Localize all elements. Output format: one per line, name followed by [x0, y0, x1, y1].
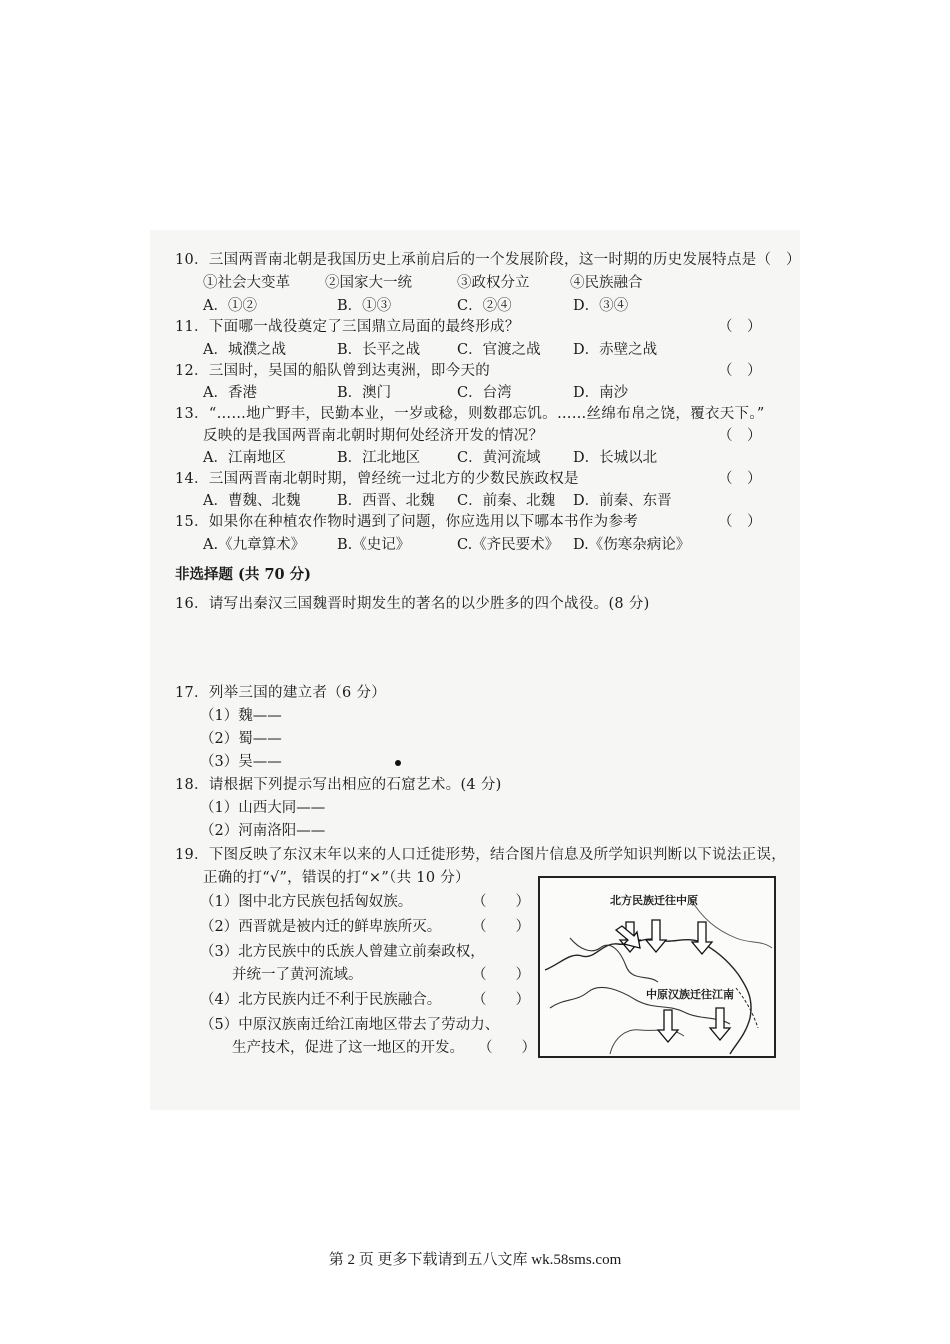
q10-stem: 10．三国两晋南北朝是我国历史上承前启后的一个发展阶段，这一时期的历史发展特点是（ ） [175, 252, 801, 268]
q19-item-3-paren: （ ） [472, 967, 530, 983]
q14-option-a: A．曹魏、北魏 [203, 493, 301, 509]
q19-item-4-paren: （ ） [472, 992, 530, 1008]
section-heading: 非选择题 (共 70 分) [175, 566, 312, 583]
q13-stem-continued: 反映的是我国两晋南北朝时期何处经济开发的情况？ [203, 428, 544, 444]
q19-item-1-paren: （ ） [472, 894, 530, 910]
q14-stem: 14．三国两晋南北朝时期，曾经统一过北方的少数民族政权是 [175, 471, 579, 487]
q18-stem: 18．请根据下列提示写出相应的石窟艺术。(4 分) [175, 777, 502, 793]
q10-item-2: ②国家大一统 [325, 275, 412, 291]
q19-item-5: （5）中原汉族南迁给江南地区带去了劳动力、 [200, 1017, 500, 1033]
q18-item-1: （1）山西大同—— [200, 800, 326, 816]
north-migration-arrows [616, 920, 712, 954]
q14-option-c: C．前秦、北魏 [457, 493, 556, 509]
migration-map [538, 876, 776, 1058]
q17-item-shu: （2）蜀—— [200, 731, 282, 747]
q19-item-2: （2）西晋就是被内迁的鲜卑族所灭。 [200, 919, 442, 935]
q19-item-5-continued: 生产技术，促进了这一地区的开发。 [232, 1040, 464, 1056]
q19-item-3: （3）北方民族中的氐族人曾建立前秦政权， [200, 944, 485, 960]
q15-answer-paren: （ ） [718, 514, 762, 530]
q19-item-4: （4）北方民族内迁不利于民族融合。 [200, 992, 442, 1008]
q19-stem: 19．下图反映了东汉末年以来的人口迁徙形势，结合图片信息及所学知识判断以下说法正误， [175, 847, 787, 863]
q13-option-a: A．江南地区 [203, 450, 286, 466]
q13-option-c: C．黄河流域 [457, 450, 541, 466]
q19-item-1: （1）图中北方民族包括匈奴族。 [200, 894, 413, 910]
q18-item-2: （2）河南洛阳—— [200, 823, 326, 839]
q12-option-b: B．澳门 [337, 385, 392, 401]
q15-option-b: B.《史记》 [337, 537, 411, 553]
q19-stem-continued: 正确的打“√”，错误的打“×”（共 10 分） [203, 870, 470, 886]
q15-stem: 15．如果你在种植农作物时遇到了问题，你应选用以下哪本书作为参考 [175, 514, 639, 530]
q11-answer-paren: （ ） [718, 319, 762, 335]
q12-option-a: A．香港 [203, 385, 257, 401]
map-label-north: 北方民族迁往中原 [610, 894, 698, 907]
q10-option-c: C．②④ [457, 298, 512, 314]
q19-item-3-continued: 并统一了黄河流域。 [232, 967, 363, 983]
q11-option-d: D．赤壁之战 [573, 342, 658, 358]
q12-answer-paren: （ ） [718, 363, 762, 379]
south-migration-arrows [658, 1008, 730, 1042]
q19-item-5-paren: （ ） [478, 1040, 536, 1056]
q12-stem: 12．三国时，吴国的船队曾到达夷洲，即今天的 [175, 363, 491, 379]
q13-stem: 13．“……地广野丰，民勤本业，一岁或稔，则数郡忘饥。……丝绵布帛之饶，覆衣天下。” [175, 406, 765, 422]
q13-answer-paren: （ ） [718, 428, 762, 444]
q10-item-1: ①社会大变革 [203, 275, 290, 291]
q13-option-d: D．长城以北 [573, 450, 658, 466]
q17-stem: 17．列举三国的建立者（6 分） [175, 685, 387, 701]
ink-dot [395, 760, 401, 766]
q12-option-c: C．台湾 [457, 385, 512, 401]
q14-option-b: B．西晋、北魏 [337, 493, 435, 509]
q13-option-b: B．江北地区 [337, 450, 421, 466]
q15-option-d: D.《伤寒杂病论》 [573, 537, 691, 553]
page-footer: 第 2 页 更多下载请到五八文库 wk.58sms.com [328, 1252, 622, 1268]
q10-option-d: D．③④ [573, 298, 629, 314]
q10-item-4: ④民族融合 [570, 275, 643, 291]
q11-stem: 11．下面哪一战役奠定了三国鼎立局面的最终形成？ [175, 319, 520, 335]
q10-option-b: B．①③ [337, 298, 392, 314]
q15-option-c: C.《齐民要术》 [457, 537, 560, 553]
q15-option-a: A.《九章算术》 [203, 537, 306, 553]
q11-option-c: C．官渡之战 [457, 342, 541, 358]
q11-option-a: A．城濮之战 [203, 342, 286, 358]
q16-stem: 16．请写出秦汉三国魏晋时期发生的著名的以少胜多的四个战役。(8 分) [175, 596, 650, 612]
q17-item-wei: （1）魏—— [200, 708, 282, 724]
map-label-south: 中原汉族迁往江南 [646, 988, 734, 1001]
q19-item-2-paren: （ ） [472, 919, 530, 935]
q10-item-3: ③政权分立 [457, 275, 530, 291]
q14-answer-paren: （ ） [718, 471, 762, 487]
q17-item-wu: （3）吴—— [200, 754, 282, 770]
q14-option-d: D．前秦、东晋 [573, 493, 672, 509]
q12-option-d: D．南沙 [573, 385, 629, 401]
q10-option-a: A．①② [203, 298, 257, 314]
q11-option-b: B．长平之战 [337, 342, 421, 358]
